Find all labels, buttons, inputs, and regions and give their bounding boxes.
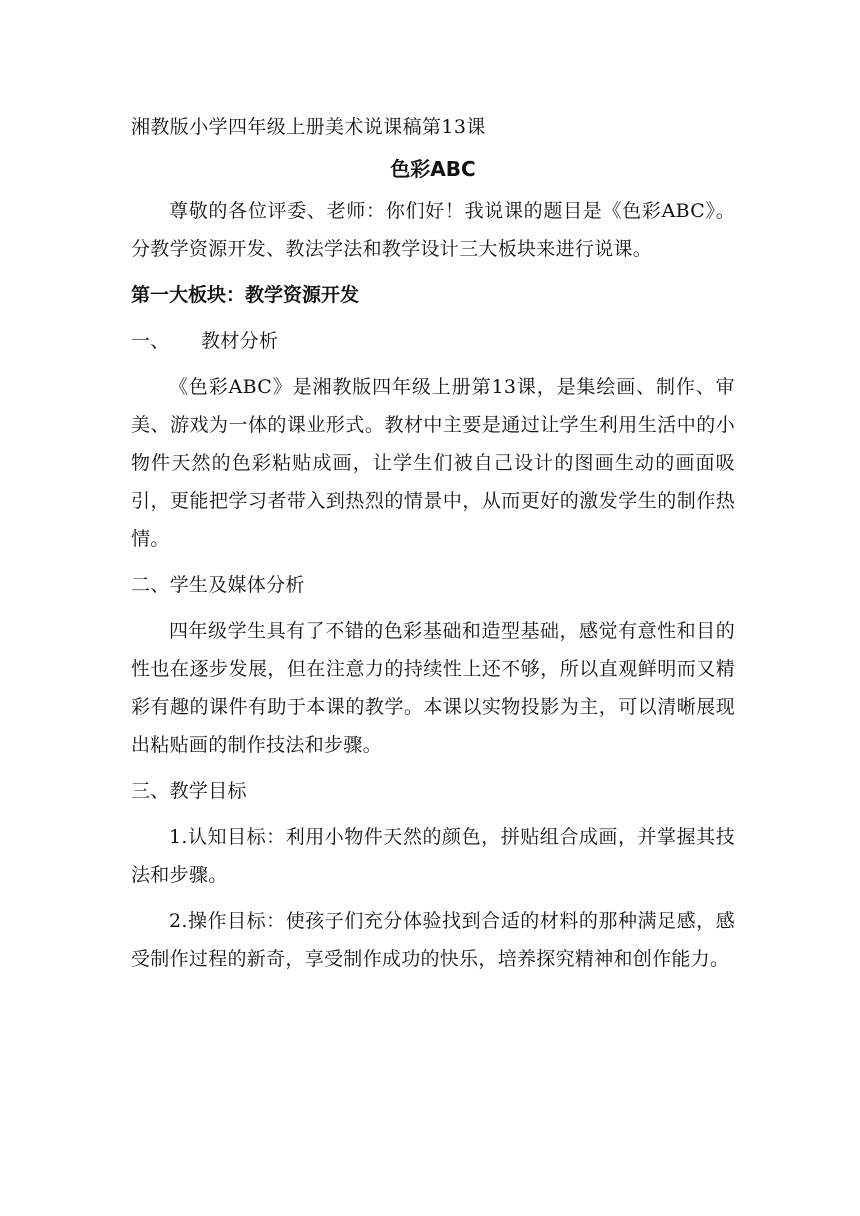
subheading-student-media-analysis: 二、学生及媒体分析 (131, 574, 305, 596)
subheading-number: 一、 (131, 330, 170, 352)
subheading-label: 教材分析 (201, 330, 279, 352)
subheading-teaching-goals: 三、教学目标 (131, 780, 247, 802)
section-heading-resource-development: 第一大板块：教学资源开发 (131, 284, 360, 306)
student-media-analysis-paragraph: 四年级学生具有了不错的色彩基础和造型基础，感觉有意性和目的性也在逐步发展，但在注意力的持续性上还不够，所以直观鲜明而又精彩有趣的课件有助于本课的教学。本课以实物投影为主，可以清晰展现出粘贴画的制作技法和步骤。 (131, 620, 735, 756)
cognitive-goal-paragraph: 1.认知目标：利用小物件天然的颜色，拼贴组合成画，并掌握其技法和步骤。 (131, 826, 735, 886)
document-body (131, 108, 735, 986)
document-header: 湘教版小学四年级上册美术说课稿第13课 (131, 116, 486, 138)
subheading-textbook-analysis (131, 322, 735, 360)
operation-goal-paragraph: 2.操作目标：使孩子们充分体验找到合适的材料的那种满足感，感受制作过程的新奇，享受制作成功的快乐，培养探究精神和创作能力。 (131, 910, 735, 970)
intro-paragraph: 尊敬的各位评委、老师：你们好！我说课的题目是《色彩ABC》。分教学资源开发、教法学法和教学设计三大板块来进行说课。 (131, 200, 735, 260)
document-title: 色彩ABC (390, 157, 476, 181)
textbook-analysis-paragraph: 《色彩ABC》是湘教版四年级上册第13课，是集绘画、制作、审美、游戏为一体的课业形式。教材中主要是通过让学生利用生活中的小物件天然的色彩粘贴成画，让学生们被自己设计的图画生动的画面吸引，更能把学习者带入到热烈的情景中，从而更好的激发学生的制作热情。 (131, 376, 735, 550)
